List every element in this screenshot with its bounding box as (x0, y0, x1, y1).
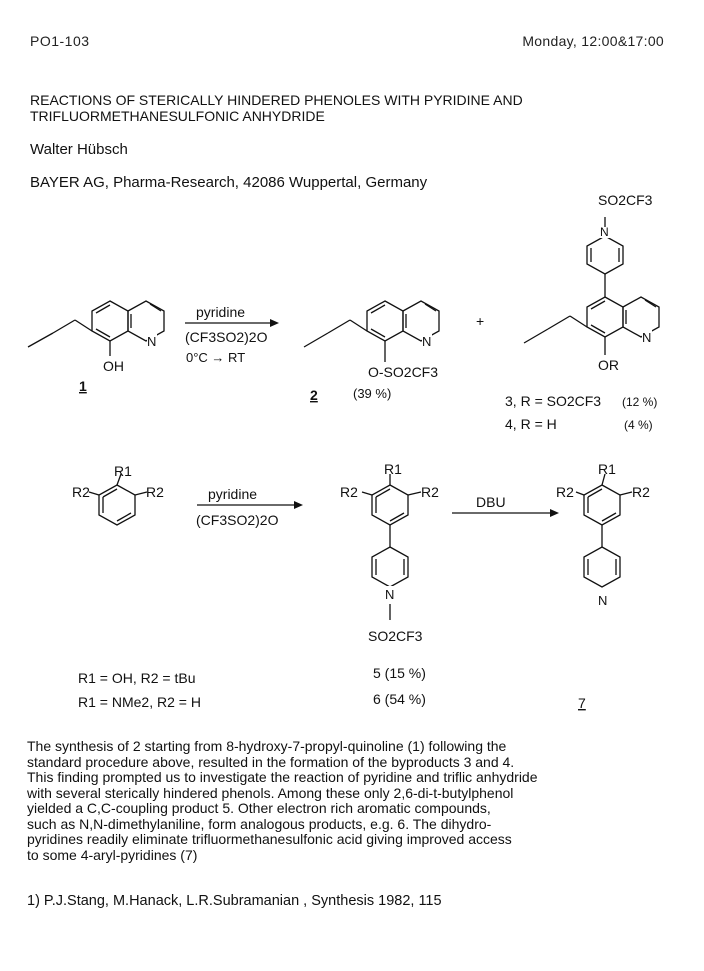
yield-6: 6 (54 %) (373, 691, 426, 707)
arrow-head-3 (550, 509, 559, 517)
abstract-line: such as N,N-dimethylaniline, form analogous products, e.g. 6. The dihydro- (27, 815, 492, 832)
ring-n-3-top: N (600, 225, 609, 239)
ring-n-2: N (422, 334, 432, 349)
title-line-2: TRIFLUORMETHANESULFONIC ANHYDRIDE (30, 108, 325, 124)
title-line-1: REACTIONS OF STERICALLY HINDERED PHENOLES WITH PYRIDINE AND (30, 92, 523, 108)
abstract-line: to some 4-aryl-pyridines (7) (27, 846, 198, 863)
abstract-line: with several sterically hindered phenols. Among these only 2,6-di-t-butylphenol (27, 784, 514, 801)
compound-label-2: 2 (310, 387, 318, 403)
compound-label-1: 1 (79, 378, 87, 394)
reaction-scheme (0, 190, 704, 735)
r2-left-pyridine: R2 (556, 484, 574, 500)
abstract-line: yielded a C,C-coupling product 5. Other electron rich aromatic compounds, (27, 800, 491, 816)
abstract-line: This finding prompted us to investigate the reaction of pyridine and triflic anhydride (27, 769, 538, 785)
ring-n-product: N (385, 587, 395, 602)
r2-left-product: R2 (340, 484, 358, 500)
product-3: 3, R = SO2CF3 (505, 393, 602, 409)
substituent-oh: OH (103, 358, 124, 374)
yield-5: 5 (15 %) (373, 665, 426, 681)
triflyl-group-3: SO2CF3 (598, 192, 653, 208)
affiliation: BAYER AG, Pharma-Research, 42086 Wuppertal, Germany (30, 174, 428, 191)
yield-2: (39 %) (353, 386, 392, 401)
r2-right-phenol: R2 (146, 484, 164, 500)
abstract-line: pyridines readily eliminate trifluormethanesulfonic acid giving improved access (27, 831, 512, 847)
r1-pyridine: R1 (598, 461, 616, 477)
reagent-pyridine-2: pyridine (208, 486, 258, 502)
r2-right-pyridine: R2 (632, 484, 650, 500)
aryl-pyridine-structure (576, 474, 632, 587)
r2-left-phenol: R2 (72, 484, 90, 500)
yield-4: (4 %) (624, 418, 653, 432)
yield-3: (12 %) (622, 395, 658, 409)
r1-phenol: R1 (114, 463, 132, 479)
session-time: Monday, 12:00&17:00 (522, 33, 664, 49)
reference: 1) P.J.Stang, M.Hanack, L.R.Subramanian , Synthesis 1982, 115 (27, 893, 442, 909)
abstract-line: standard procedure above, resulted in the formation of the byproducts 3 and 4. (27, 753, 515, 770)
r1-product: R1 (384, 461, 402, 477)
quinoline-2-structure (304, 301, 439, 362)
r2-right-product: R2 (421, 484, 439, 500)
plus-sign: + (476, 313, 485, 329)
phenol-structure (89, 474, 147, 525)
author-name: Walter Hübsch (30, 141, 128, 158)
reagent-pyridine-1: pyridine (196, 304, 246, 320)
quinoline-1-structure (28, 301, 164, 356)
abstract-line: The synthesis of 2 starting from 8-hydroxy-7-propyl-quinoline (1) following the (27, 738, 507, 754)
quinoline-34-structure (524, 217, 659, 355)
condition-a: R1 = OH, R2 = tBu (78, 670, 196, 686)
reagent-temperature: 0°C → RT (186, 350, 246, 365)
ring-n-1: N (147, 334, 157, 349)
triflyl-group-5: SO2CF3 (368, 628, 423, 644)
substituent-or: OR (598, 357, 619, 373)
ring-n-3: N (642, 330, 652, 345)
arrow-head-2 (294, 501, 303, 509)
abstract-text (27, 739, 687, 863)
product-4: 4, R = H (505, 416, 557, 432)
reagent-anhydride-2: (CF3SO2)2O (196, 512, 279, 528)
paper-title (30, 92, 670, 124)
substituent-otf: O-SO2CF3 (368, 364, 439, 380)
reagent-anhydride-1: (CF3SO2)2O (185, 329, 268, 345)
condition-b: R1 = NMe2, R2 = H (78, 694, 201, 710)
poster-code: PO1-103 (30, 33, 90, 49)
reagent-dbu: DBU (476, 494, 506, 510)
compound-label-7: 7 (578, 695, 586, 711)
ring-n-pyridine: N (598, 593, 608, 608)
arrow-head-1 (270, 319, 279, 327)
